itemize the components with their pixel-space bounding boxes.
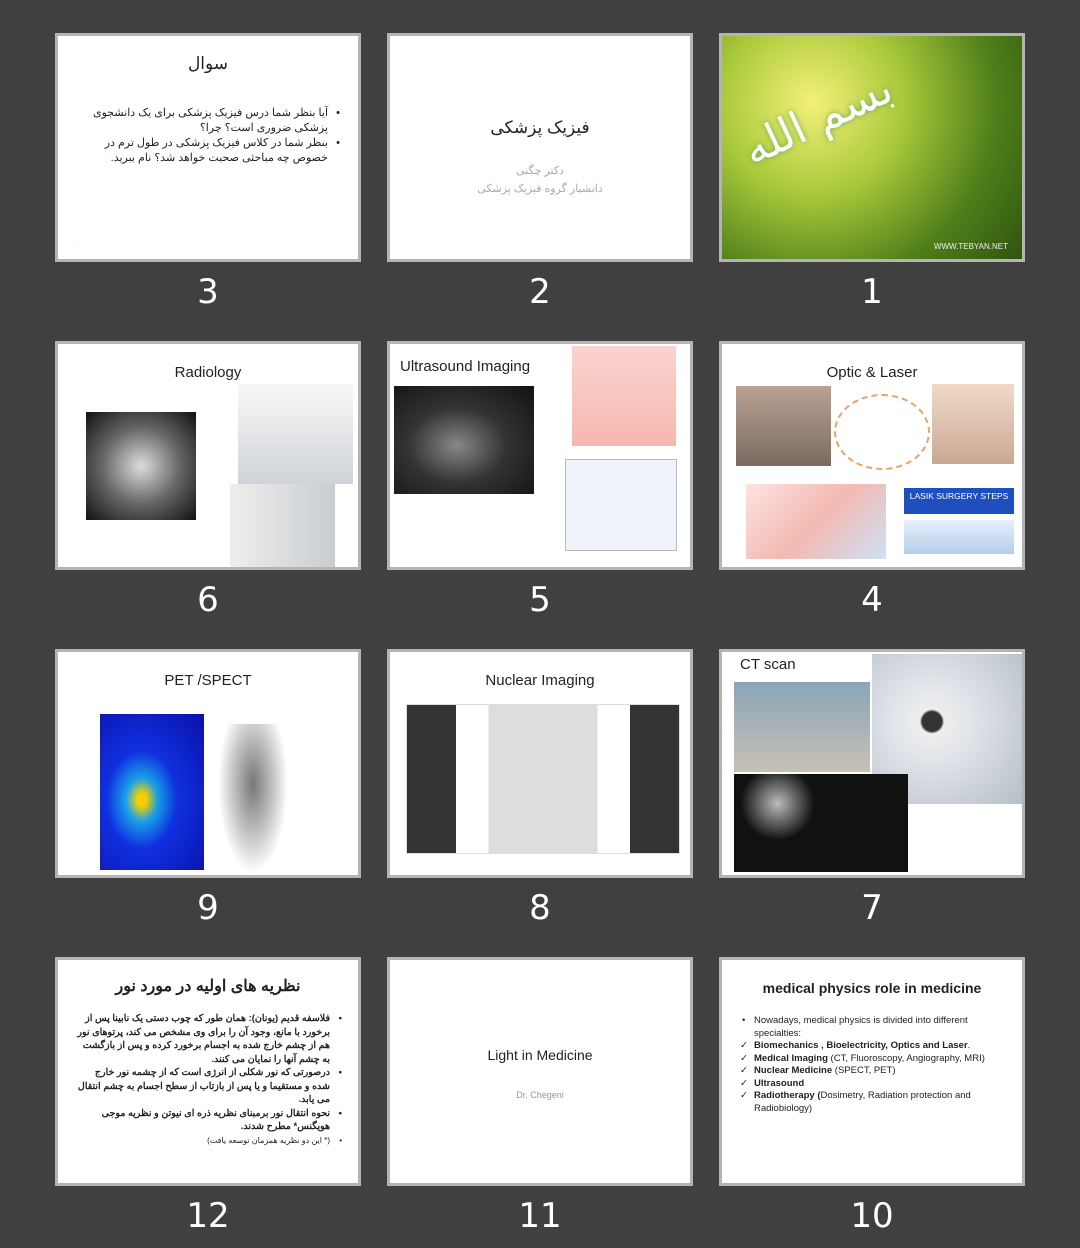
bullet: • نحوه انتقال نور برمبنای نظریه ذره ای نیوتن و نظریه موجی هویگنس* مطرح شدند. (76, 1107, 342, 1134)
item-bold: Ultrasound (754, 1077, 805, 1089)
item-rest: (SPECT, PET) (832, 1065, 896, 1076)
slide-title: PET /SPECT (164, 672, 252, 689)
slide-number: 3 (197, 272, 219, 312)
bullet-list (86, 106, 340, 166)
transducer-diagram (565, 459, 677, 551)
bullet: • فلاسفه قدیم (یونان): همان طور که چوب دستی یک نابینا پس از برخورد با مانع، وجود آن را برای وی مشخص می کند، پرتوهای نور هم از چشم خارج شده به اجسام برخورد کرده و پس از بازگشت به چشم آنها را نمایان می کنند. (76, 1012, 342, 1066)
bullet-list (76, 1012, 342, 1147)
xray-machine-image (238, 384, 353, 484)
bullet: • (* این دو نظریه همزمان توسعه یافت) (76, 1134, 342, 1148)
slide-number: 12 (186, 1196, 230, 1236)
slide-title: Radiology (174, 364, 242, 381)
slide-title: CT scan (740, 656, 796, 673)
slide-subtitle: Dr. Chegeni (516, 1090, 564, 1100)
slide-number: 4 (861, 580, 883, 620)
slide-subtitle: دانشیار گروه فیزیک پزشکی (477, 183, 603, 195)
item-rest: (CT, Fluoroscopy, Angiography, MRI) (827, 1052, 985, 1064)
slide-thumbnail-11[interactable] (387, 957, 693, 1186)
slide-number: 11 (518, 1196, 562, 1236)
page-number: · (76, 245, 78, 251)
specialty-item (740, 1078, 1000, 1091)
bullet: • آیا بنظر شما درس فیزیک پزشکی برای یک دانشجوی پزشکی ضروری است؟ چرا؟ (86, 106, 340, 136)
pet-scan-image (100, 714, 204, 870)
slide-thumbnail-3[interactable] (55, 33, 361, 262)
slide-number: 10 (850, 1196, 894, 1236)
laser-mechanism-diagram (746, 484, 886, 559)
slide-subtitle: دکتر چگنی (516, 165, 564, 177)
item-bold: Medical Imaging (754, 1052, 828, 1064)
slide-number: 1 (861, 272, 883, 312)
slide-thumbnail-4[interactable] (719, 341, 1025, 570)
slide-thumbnail-6[interactable] (55, 341, 361, 570)
laser-treatment-image (736, 386, 831, 466)
calligraphy-image: بسم الله (735, 62, 901, 176)
specialty-item (740, 1065, 1000, 1078)
ct-brain-images (734, 774, 908, 872)
bullet: • درصورتی که نور شکلی از انرژی است که از چشمه نور خارج شده و مستقیما و یا پس از بازتاب از سطح اجسام به چشم انتقال می یابد. (76, 1066, 342, 1107)
slide-thumbnail-12[interactable] (55, 957, 361, 1186)
slide-number: 6 (197, 580, 219, 620)
laser-face-image (932, 384, 1014, 464)
slide-number: 2 (529, 272, 551, 312)
watermark: WWW.TEBYAN.NET (933, 242, 1008, 251)
slide-thumbnail-8[interactable] (387, 649, 693, 878)
slide-number: 8 (529, 888, 551, 928)
slide-thumbnail-10[interactable] (719, 957, 1025, 1186)
chest-xray-image (86, 412, 196, 520)
item-rest: . (967, 1040, 971, 1051)
item-bold: Nuclear Medicine (754, 1065, 833, 1076)
slide-title: Optic & Laser (826, 364, 918, 381)
specialty-item (740, 1090, 1000, 1115)
slide-title: Ultrasound Imaging (400, 358, 531, 375)
slide-title: Nuclear Imaging (485, 672, 595, 689)
item-bold: Biomechanics , Bioelectricity, Optics and Laser (754, 1040, 968, 1051)
specialty-item (740, 1053, 1000, 1066)
slide-title: medical physics role in medicine (762, 980, 982, 996)
hair-cycle-diagram (834, 394, 930, 470)
ct-doctors-image (734, 682, 870, 772)
slide-title: فیزیک پزشکی (490, 118, 590, 137)
item-rest: Dosimetry, Radiation protection and Radiobiology) (754, 1090, 971, 1114)
slide-thumbnail-5[interactable] (387, 341, 693, 570)
slide-number: 7 (861, 888, 883, 928)
specialty-list (740, 1015, 1000, 1115)
intro-bullet: • Nowadays, medical physics is divided into different specialties: (740, 1015, 1000, 1040)
slide-thumbnail-9[interactable] (55, 649, 361, 878)
lasik-steps-image (904, 520, 1014, 554)
bullet: • بنظر شما در کلاس فیزیک پزشکی در طول ترم در خصوص چه مباحثی صحبت خواهد شد؟ نام ببرید. (86, 136, 340, 166)
ultrasound-scan-image (394, 386, 534, 494)
slide-title: نظریه های اولیه در مورد نور (115, 978, 301, 995)
slide-number: 5 (529, 580, 551, 620)
sonography-illustration (572, 346, 676, 446)
xray-patient-image (230, 484, 335, 567)
item-bold: Radiotherapy ( (754, 1090, 821, 1101)
nuclear-imaging-panel (406, 704, 680, 854)
lasik-caption: LASIK SURGERY STEPS (904, 488, 1014, 514)
slide-title: سوال (187, 54, 229, 73)
slide-thumbnail-7[interactable] (719, 649, 1025, 878)
spect-scan-image (218, 724, 288, 874)
slide-thumbnail-2[interactable] (387, 33, 693, 262)
slide-number: 9 (197, 888, 219, 928)
specialty-item (740, 1040, 1000, 1053)
slide-title: Light in Medicine (487, 1047, 593, 1063)
slide-thumbnail-1[interactable] (719, 33, 1025, 262)
